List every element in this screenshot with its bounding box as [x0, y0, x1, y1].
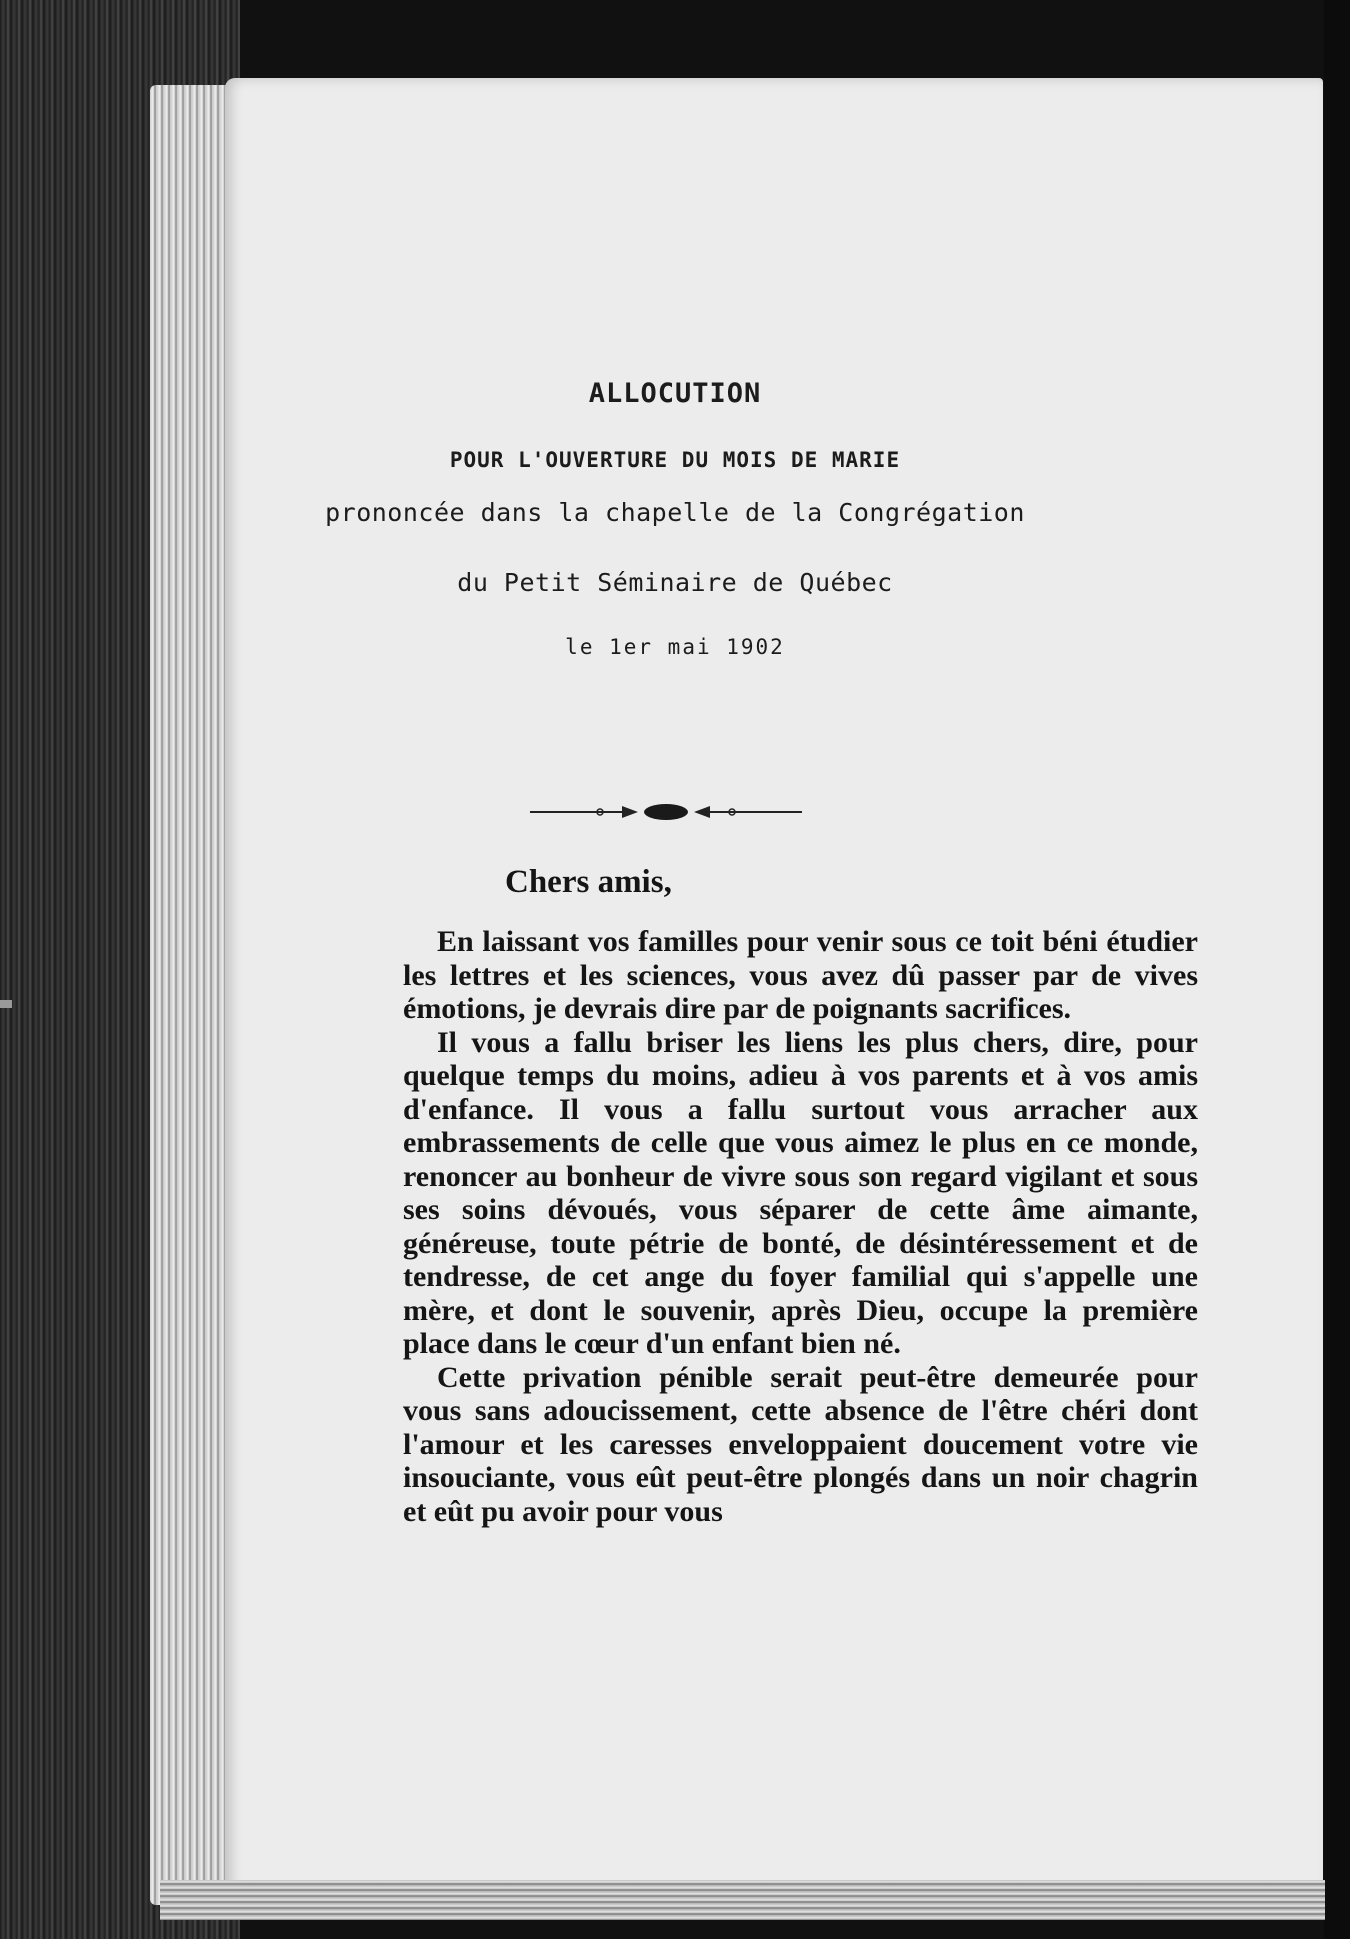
body-text [403, 925, 1198, 1528]
page-stack-bottom [160, 1880, 1325, 1920]
fleuron-divider-icon [530, 797, 802, 827]
institution-line: du Petit Séminaire de Québec [457, 568, 893, 597]
scan-mark [0, 1000, 12, 1008]
salutation: Chers amis, [505, 864, 672, 900]
date-line: le 1er mai 1902 [565, 635, 785, 659]
venue-line: prononcée dans la chapelle de la Congrégation [325, 498, 1025, 527]
scan-border-right [1324, 0, 1350, 1939]
paragraph: Cette privation pénible serait peut-être demeurée pour vous sans adoucissement, cette absence de l'être chéri dont l'amour et les caresses enveloppaient doucement votre vie insouciante, vous eût peut-être plongés dans un noir chagrin et eût pu avoir pour vous [403, 1360, 1198, 1528]
paragraph: En laissant vos familles pour venir sous ce toit béni étudier les lettres et les sciences, vous avez dû passer par de vives émotions, je devrais dire par de poignants sacrifices. [403, 925, 1198, 1025]
paragraph: Il vous a fallu briser les liens les plus chers, dire, pour quelque temps du moins, adieu à vos parents et à vos amis d'enfance. Il vous a fallu surtout vous arracher aux embrassements de celle que vous aimez le plus en ce monde, renoncer au bonheur de vivre sous son regard vigilant et sous ses soins dévoués, vous séparer de cette âme aimante, généreuse, toute pétrie de bonté, de désintéressement et de tendresse, de cet ange du foyer familial qui s'appelle une mère, et dont le souvenir, après Dieu, occupe la première place dans le cœur d'un enfant bien né. [403, 1025, 1198, 1360]
allocution-title: ALLOCUTION [588, 378, 762, 409]
allocution-subtitle: POUR L'OUVERTURE DU MOIS DE MARIE [449, 448, 901, 472]
